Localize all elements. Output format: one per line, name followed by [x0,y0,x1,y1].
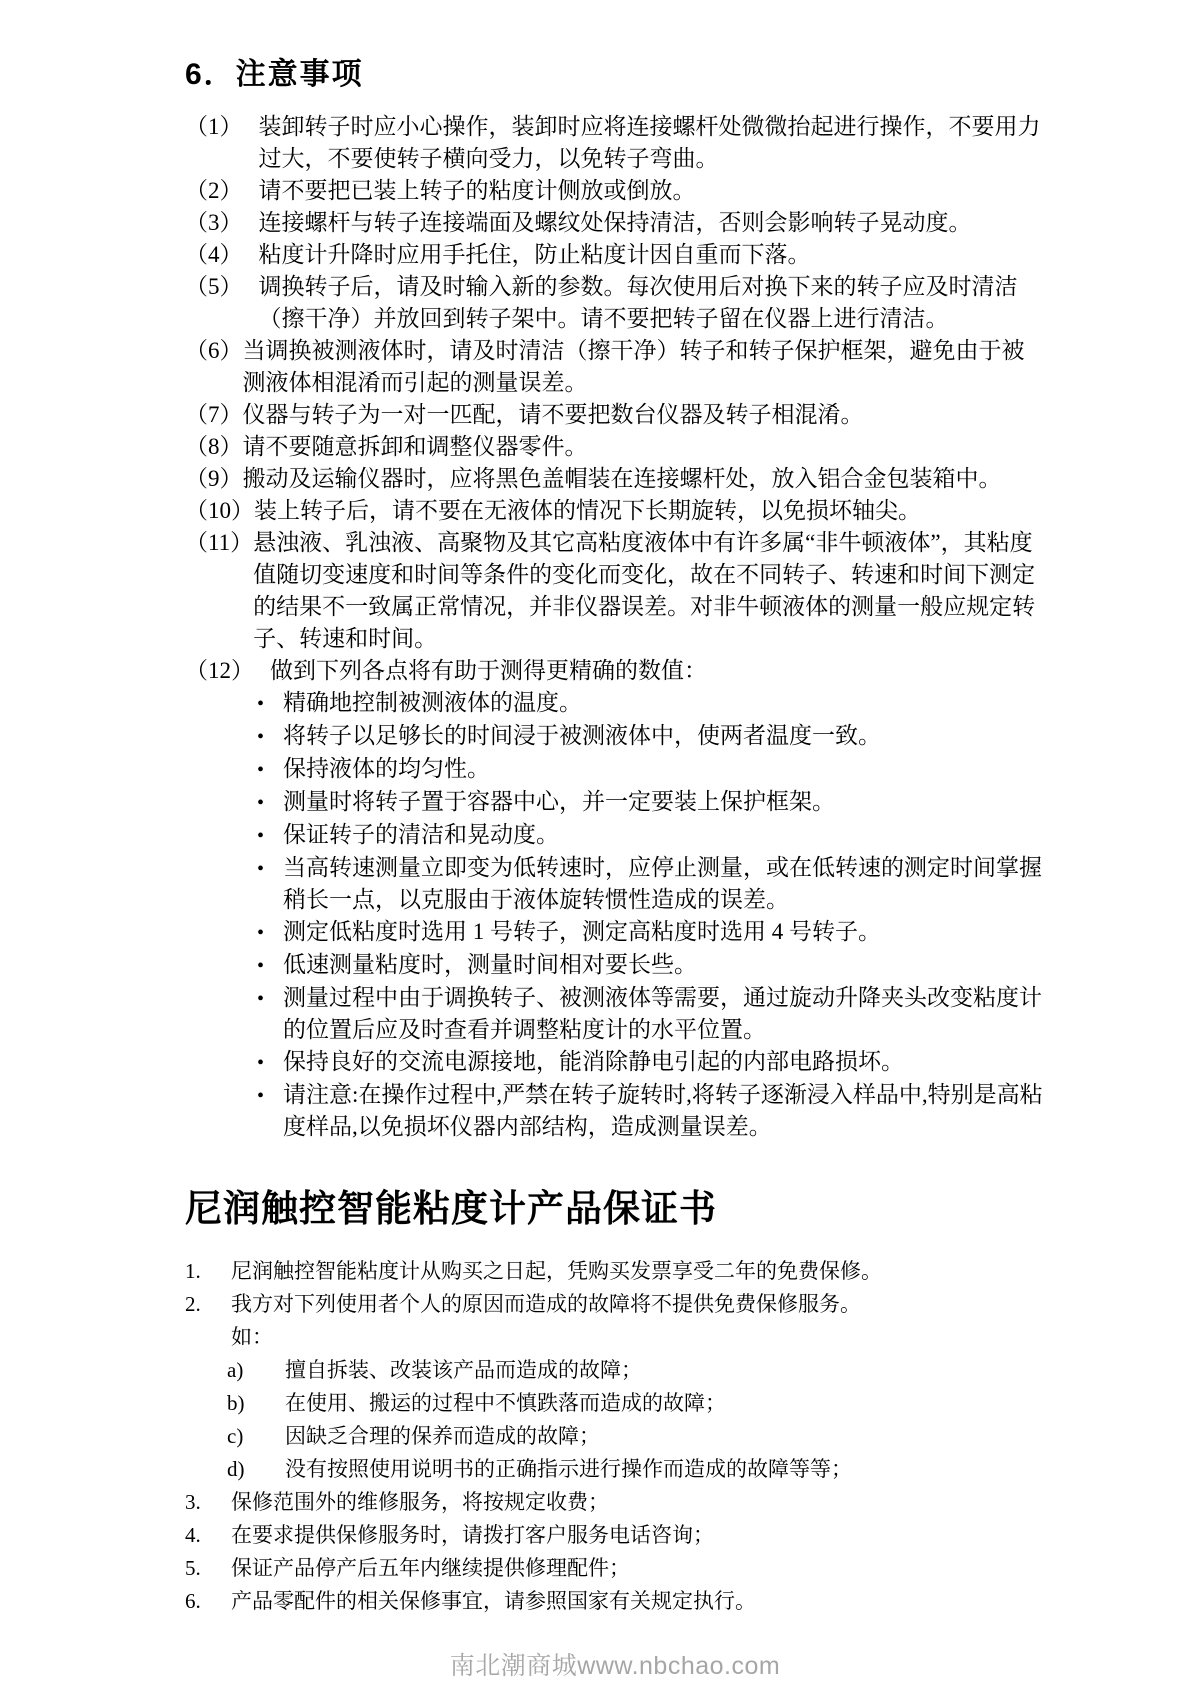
bullet-icon [257,1046,283,1079]
bullet-icon [257,720,283,753]
item-text: 我方对下列使用者个人的原因而造成的故障将不提供免费保修服务。 [231,1292,861,1316]
list-item [185,335,1045,399]
tips-bullet-list [185,687,1045,1143]
item-text: 测量过程中由于调换转子、被测液体等需要，通过旋动升降夹头改变粘度计的位置后应及时查看并调整粘度计的水平位置。 [283,985,1042,1042]
item-number: （7） [185,402,243,427]
item-number: 5. [185,1556,201,1580]
item-text: 因缺乏合理的保养而造成的故障； [285,1424,600,1448]
item-text: 保持液体的均匀性。 [283,756,490,781]
list-item [185,207,1045,239]
list-item [185,111,1045,175]
warranty-title: 尼润触控智能粘度计产品保证书 [185,1188,717,1229]
list-item [185,655,1045,687]
item-text: 请不要随意拆卸和调整仪器零件。 [242,434,588,459]
list-item [185,687,1045,720]
item-text: 请注意:在操作过程中,严禁在转子旋转时,将转子逐渐浸入样品中,特别是高粘度样品,以免损坏仪器内部结构，造成测量误差。 [283,1082,1043,1139]
list-item [185,1255,1045,1288]
item-number: 3. [185,1490,201,1514]
item-number: 4. [185,1523,201,1547]
list-item [185,399,1045,431]
item-text: 仪器与转子为一对一匹配，请不要把数台仪器及转子相混淆。 [242,402,864,427]
list-item [227,1420,1045,1453]
precautions-list [185,111,1045,687]
item-text: 尼润触控智能粘度计从购买之日起，凭购买发票享受二年的免费保修。 [231,1259,882,1283]
list-item [185,1079,1045,1143]
list-item [227,1354,1045,1387]
list-item [185,720,1045,753]
list-item [185,916,1045,949]
list-item [185,527,1045,655]
item-text: 装上转子后，请不要在无液体的情况下长期旋转，以免损坏轴尖。 [254,498,921,523]
item-text: 保修范围外的维修服务，将按规定收费； [231,1490,609,1514]
bullet-icon [257,1079,283,1143]
warranty-list-3-6 [185,1486,1045,1618]
list-item [227,1387,1045,1420]
item-text: 低速测量粘度时，测量时间相对要长些。 [283,952,697,977]
list-item [185,819,1045,852]
item-text: 保证产品停产后五年内继续提供修理配件； [231,1556,630,1580]
list-item [185,1585,1045,1618]
list-item [185,1552,1045,1585]
list-item [185,495,1045,527]
item-number: 6. [185,1589,201,1613]
item-text: 精确地控制被测液体的温度。 [283,690,582,715]
item-number: （3） [185,210,243,235]
bullet-icon [257,819,283,852]
item-number: （9） [185,466,243,491]
warranty-list-1-2 [185,1255,1045,1321]
list-item [185,852,1045,916]
bullet-icon [257,949,283,982]
item-text: 装卸转子时应小心操作，装卸时应将连接螺杆处微微抬起进行操作，不要用力过大，不要使转子横向受力，以免转子弯曲。 [258,114,1041,171]
item-text: 在要求提供保修服务时，请拨打客户服务电话咨询； [231,1523,714,1547]
item-number: d) [227,1457,245,1481]
list-item [185,431,1045,463]
item-text: 粘度计升降时应用手托住，防止粘度计因自重而下落。 [258,242,811,267]
item-number: 1. [185,1259,201,1283]
item-text: 悬浊液、乳浊液、高聚物及其它高粘度液体中有许多属“非牛顿液体”，其粘度值随切变速度和时间等条件的变化而变化，故在不同转子、转速和时间下测定的结果不一致属正常情况，并非仪器误差。对非牛顿液体的测量一般应规定转子、转速和时间。 [253,530,1036,651]
list-item [185,949,1045,982]
list-item [185,1046,1045,1079]
footer-watermark-text: 南北潮商城www.nbchao.com [449,1652,781,1680]
list-item [185,1288,1045,1321]
list-item [185,239,1045,271]
item-number: （1） [185,114,243,139]
bullet-icon [257,852,283,916]
item-number: c) [227,1424,244,1448]
list-item [185,753,1045,786]
list-item [185,175,1045,207]
section-6-title: 6．注意事项 [185,58,364,91]
bullet-icon [257,916,283,949]
item-text: 产品零配件的相关保修事宜，请参照国家有关规定执行。 [231,1589,756,1613]
list-item [185,1486,1045,1519]
item-number: （10） [185,498,254,523]
bullet-icon [257,753,283,786]
item-number: （6） [185,338,243,363]
item-number: （4） [185,242,243,267]
item-text: 测量时将转子置于容器中心，并一定要装上保护框架。 [283,789,835,814]
item-text: 保持良好的交流电源接地，能消除静电引起的内部电路损坏。 [283,1049,904,1074]
list-item [185,463,1045,495]
item-text: 当高转速测量立即变为低转速时，应停止测量，或在低转速的测定时间掌握稍长一点，以克服由于液体旋转惯性造成的误差。 [283,855,1042,912]
list-item [185,982,1045,1046]
warranty-sub-list [227,1354,1045,1486]
item-text: 调换转子后，请及时输入新的参数。每次使用后对换下来的转子应及时清洁（擦干净）并放回到转子架中。请不要把转子留在仪器上进行清洁。 [258,274,1018,331]
item-number: （11） [185,530,254,555]
item-number: a) [227,1358,244,1382]
bullet-icon [257,786,283,819]
item-text: 搬动及运输仪器时，应将黑色盖帽装在连接螺杆处，放入铝合金包装箱中。 [242,466,1002,491]
example-label: 如： [231,1325,273,1349]
list-item [185,1519,1045,1552]
list-item [185,271,1045,335]
item-number: （5） [185,274,243,299]
document-page [185,0,1045,1682]
bullet-icon [257,687,283,720]
item-text: 请不要把已装上转子的粘度计侧放或倒放。 [258,178,696,203]
item-text: 保证转子的清洁和晃动度。 [283,822,559,847]
item-text: 擅自拆装、改装该产品而造成的故障； [285,1358,642,1382]
list-item [185,786,1045,819]
item-text: 做到下列各点将有助于测得更精确的数值： [270,658,707,683]
item-text: 连接螺杆与转子连接端面及螺纹处保持清洁，否则会影响转子晃动度。 [258,210,972,235]
item-number: （8） [185,434,243,459]
item-text: 在使用、搬运的过程中不慎跌落而造成的故障； [285,1391,726,1415]
item-text: 将转子以足够长的时间浸于被测液体中，使两者温度一致。 [283,723,881,748]
item-number: b) [227,1391,245,1415]
item-text: 当调换被测液体时，请及时清洁（擦干净）转子和转子保护框架，避免由于被测液体相混淆而引起的测量误差。 [242,338,1025,395]
item-number: （12） [185,658,254,683]
item-text: 测定低粘度时选用 1 号转子，测定高粘度时选用 4 号转子。 [283,919,881,944]
item-number: （2） [185,178,243,203]
bullet-icon [257,982,283,1046]
list-item [227,1453,1045,1486]
item-number: 2. [185,1292,201,1316]
item-text: 没有按照使用说明书的正确指示进行操作而造成的故障等等； [285,1457,852,1481]
